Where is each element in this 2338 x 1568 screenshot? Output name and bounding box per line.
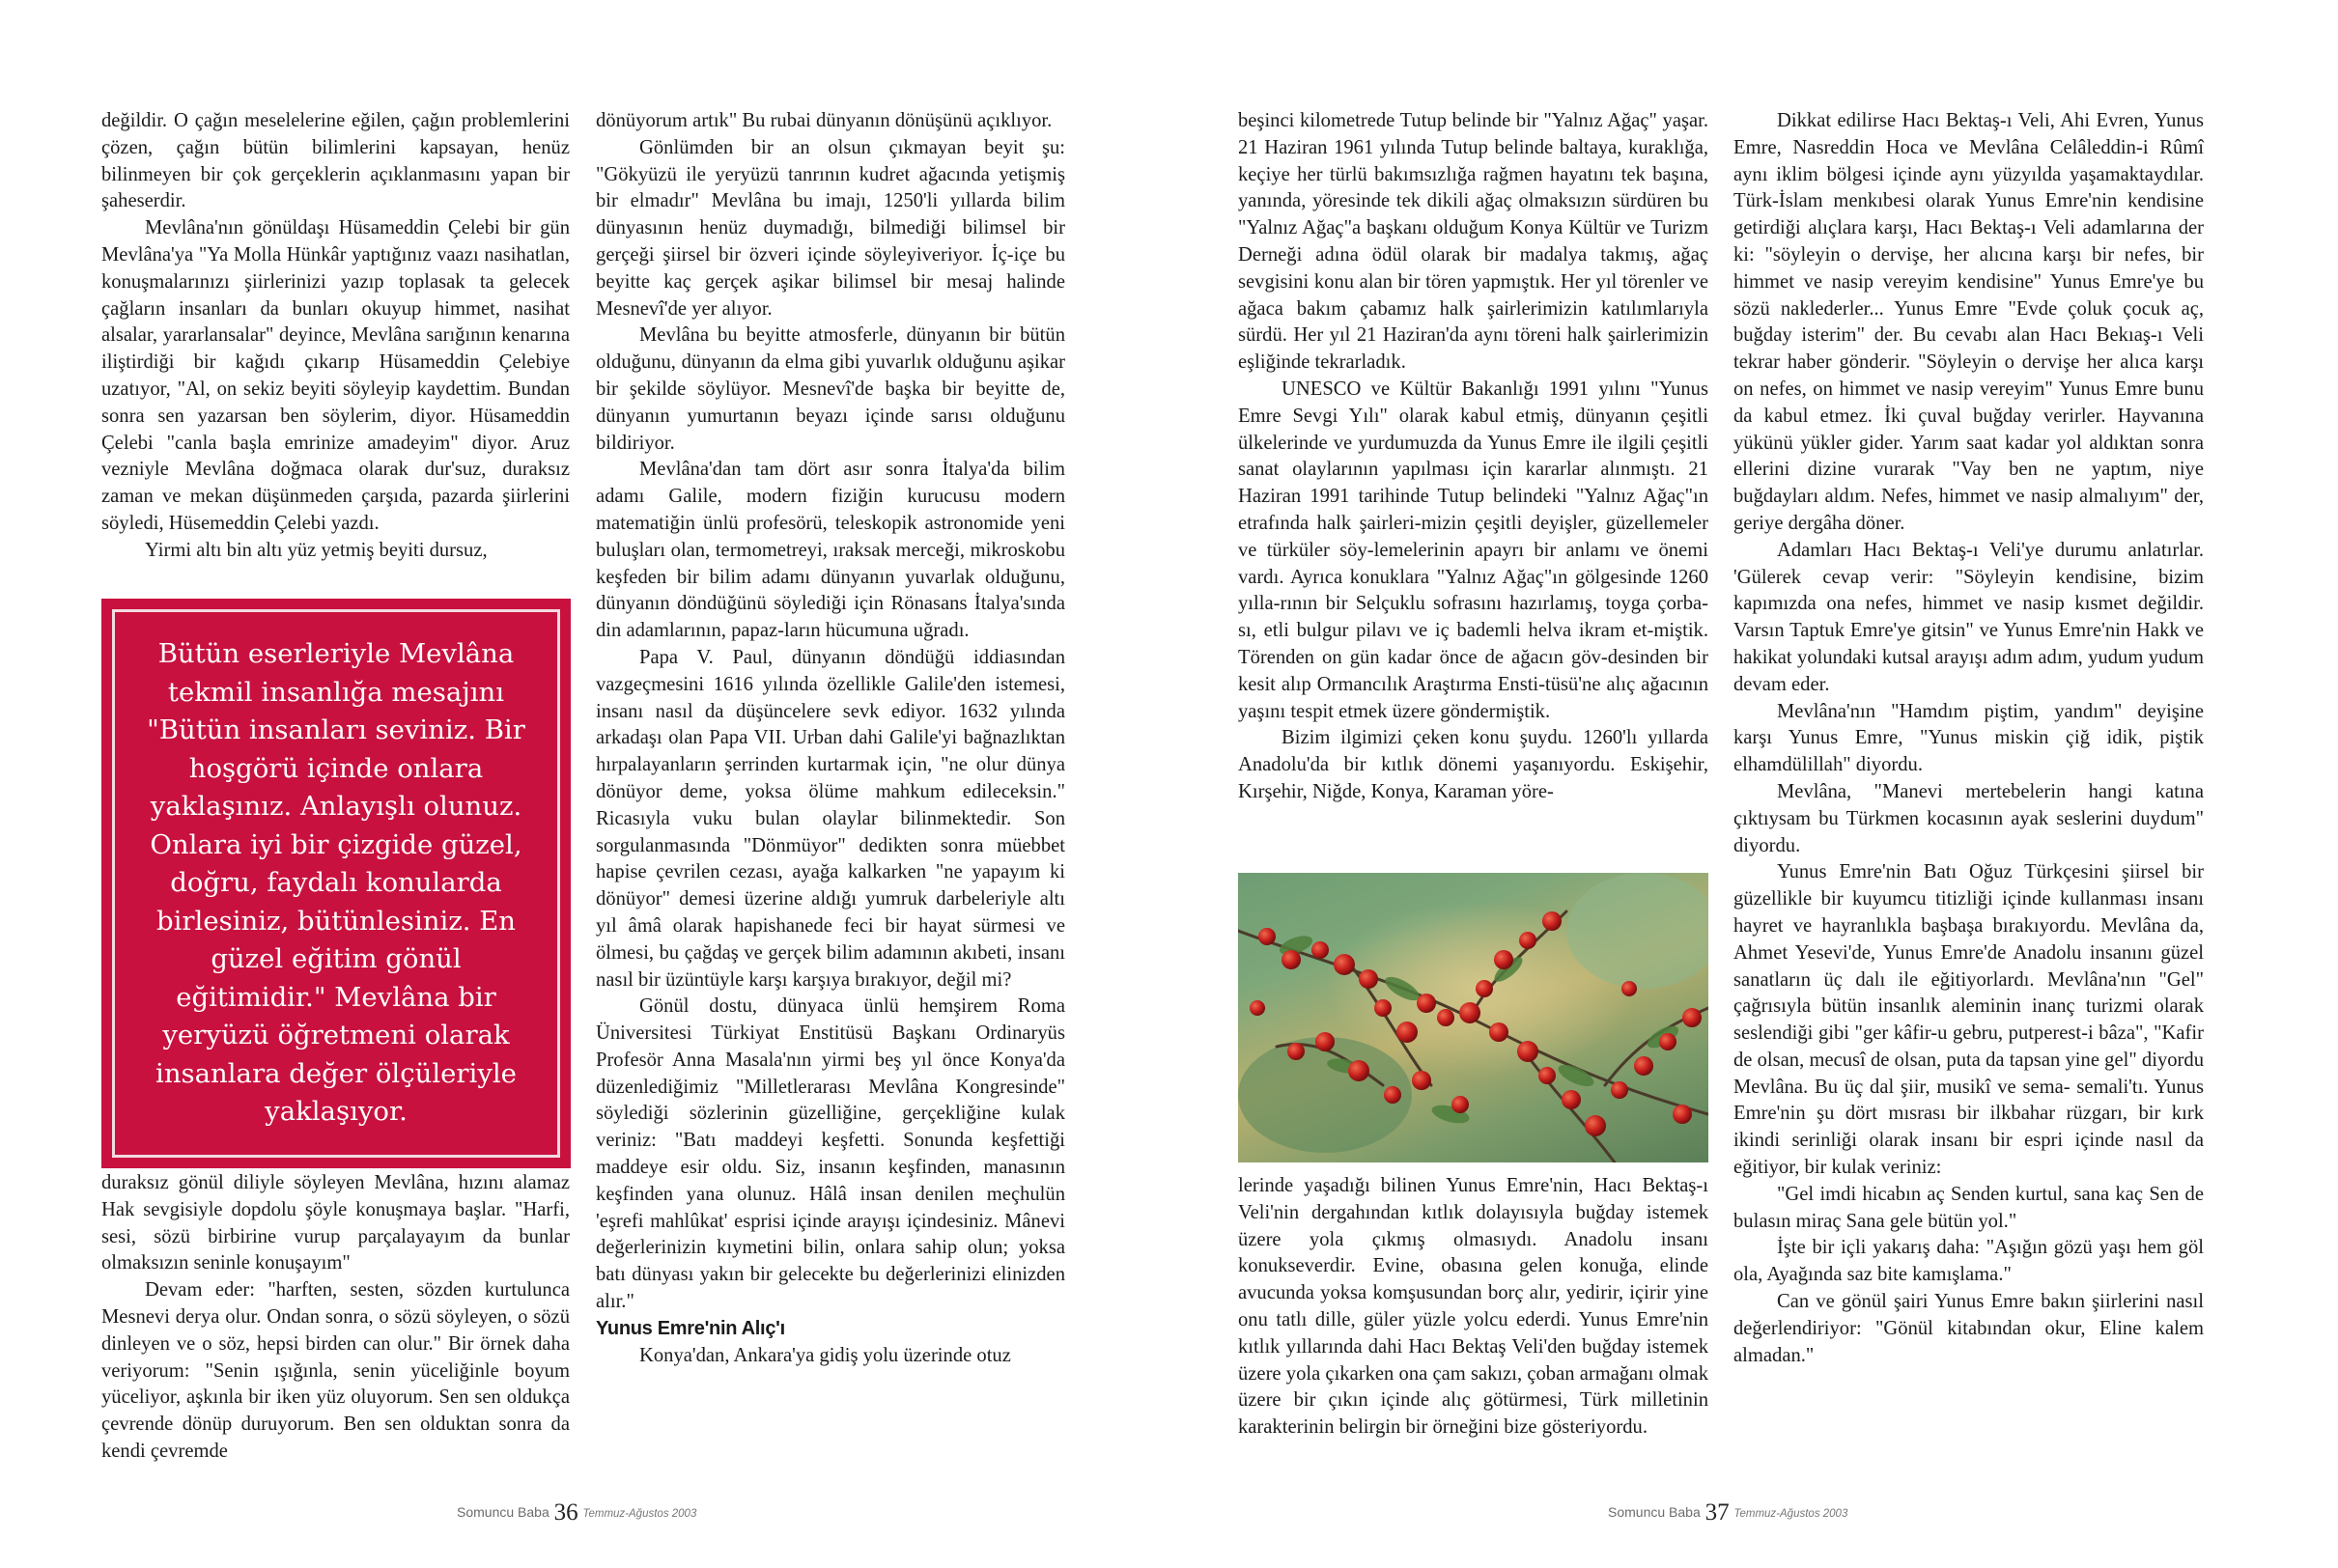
issue-date: Temmuz-Ağustos 2003	[1733, 1508, 1848, 1520]
article-column-3-continued	[1238, 1173, 1708, 1442]
issue-date: Temmuz-Ağustos 2003	[582, 1508, 697, 1520]
paragraph: Yunus Emre'nin Batı Oğuz Türkçesini şiirsel bir güzellikle bir kuyumcu titizliği içinde kullanması insanı hayret ve hayranlıkla başbaşa bırakıyordu. Mevlâna da, Ahmet Yesevi'de, Yunus Emre'de Anadolu insanını güzel sanatların üç dalı ile eğitiyorlardı. Mevlâna'nın "Gel" çağrısıyla bütün insanlık aleminin inanç turizmi olarak seslendiği gibi "ger kâfir-u gebru, putperest-i bâza", "Kafir de olsan, mecusî de olsan, puta da tapsan yine gel" diyordu Mevlâna. Bu üç dal şiir, musikî ve sema- semali'tı. Yunus Emre'nin şu dört mısrası bir ilkbahar rüzgarı, bir kırk ikindi serinliği olarak insanı bir espri içinde nasıl da eğitiyor, bir kulak veriniz:	[1733, 861, 2204, 1179]
paragraph: Mevlâna'nın "Hamdım piştim, yandım" deyişine karşı Yunus Emre, "Yunus miskin çiğ idik, piştik elhamdülillah" diyordu.	[1733, 700, 2204, 776]
paragraph: Mevlâna'nın gönüldaşı Hüsameddin Çelebi bir gün Mevlâna'ya "Ya Molla Hünkâr yaptığınız vaazı nasihatlan, konuşmalarınızı şiirlerinizi yazıp toplasak ta gelecek çağların insanları da bunları okuyup himmet, nasihat alsalar, yararlansalar" deyince, Mevlâna sarığının kenarına iliştirdiği bir kağıdı çıkarıp Hüsameddin Çelebiye uzatıyor, "Al, on sekiz beyiti söyleyip kaydettim. Bundan sonra sen yazarsan ben söylerim, diyor. Hüsameddin Çelebi "canla başla emrinize amadeyim" diyor. Aruz vezniyle Mevlâna doğmaca olarak dur'suz, duraksız zaman ve mekan düşünmeden çarşıda, pazarda şiirlerini söyledi, Hüsemeddin Çelebi yazdı.	[101, 217, 570, 534]
paragraph: Devam eder: "harften, sesten, sözden kurtulunca Mesnevi derya olur. Ondan sonra, o sözü söyleyen, o sözü dinleyen ve o söz, hepsi birden can olur." Bir örnek daha veriyorum: "Senin ışığınla, senin yüceliğinle boyum yüceliyor, aşkınla bir iken yüz oluyorum. Sen sen oldukça çevrende dönüp duruyorum. Ben sen olduktan sonra da kendi çevremde	[101, 1279, 570, 1462]
page-footer-left	[457, 1499, 696, 1526]
paragraph: değildir. O çağın meselelerine eğilen, çağın problemlerini çözen, çağın bütün bilimlerini kapsayan, henüz bilinmeyen bir çok gerçeklerin açıklanmasını yapan bir şaheserdir.	[101, 110, 570, 212]
paragraph: Adamları Hacı Bektaş-ı Veli'ye durumu anlatırlar. 'Gülerek cevap verir: "Söyleyin kendisine, bizim kapımızda ona nefes, himmet ve nasip kısmet değildir. Varsın Taptuk Emre'ye gitsin" ve Yunus Emre'nin Hakk ve hakikat yolundaki kutsal arayışı adım adım, yudum yudum devam eder.	[1733, 539, 2204, 695]
article-column-1-continued	[101, 1170, 570, 1466]
paragraph: duraksız gönül diliyle söyleyen Mevlâna, hızını alamaz Hak sevgisiyle dopdolu şöyle konuşmaya başlar. "Harfi, sesi, sözü birbirine vurup parçalayayım da bunlar olmaksızın seninle konuşayım"	[101, 1172, 570, 1274]
magazine-name: Somuncu Baba	[457, 1504, 549, 1520]
hawthorn-berries-photo	[1238, 873, 1708, 1162]
article-column-2	[596, 108, 1065, 1369]
pull-quote-box	[101, 599, 571, 1168]
paragraph: Dikkat edilirse Hacı Bektaş-ı Veli, Ahi Evren, Yunus Emre, Nasreddin Hoca ve Mevlâna Celâleddin-i Rûmî aynı iklim bölgesi içinde aynı yüzyılda yaşamaktaydılar. Türk-İslam menkıbesi olarak Yunus Emre'nin kendisine getirdiği alıçlara karşı, Hacı Bektaş-ı Veli adamlarına der ki: "söyleyin o dervişe, her alıcına karşı bir nefes, bir himmet ve nasip vereyim kendisine" Yunus Emre'ye bu sözü naklederler... Yunus Emre "Evde çoluk çocuk aç, buğday isterim" der. Bu cevabı alan Hacı Bekıaş-ı Veli tekrar haber gönderir. "Söyleyin o dervişe her alıca karşı on nefes, on himmet ve nasip vereyim" Yunus Emre bunu da kabul etmez. İki çuval buğday verirler. Hayvanına yükünü yükler gider. Yarım saat kadar yol aldıktan sonra ellerini dizine vurarak "Vay ben ne yaptım, niye buğdayları aldım. Nefes, himmet ve nasip almalıyım" der, geriye dergâha döner.	[1733, 110, 2204, 534]
paragraph: beşinci kilometrede Tutup belinde bir "Yalnız Ağaç" yaşar. 21 Haziran 1961 yılında Tutup belinde baltaya, kuraklığa, keçiye her türlü bakımsızlığa rağmen hayatını tek başına, yanında, yöresinde tek dikili ağaç olmaksızın sürdüren bu "Yalnız Ağaç"a başkanı olduğum Konya Kültür ve Turizm Derneği adına ödül olarak bir madalya takmış, ağaç sevgisini konu alan bir tören yapmıştık. Her yıl törenler ve ağaca bakım çabamız halk şairlerimizin katılımlarıyla sürdü. Her yıl 21 Haziran'da aynı töreni halk şairlerimizin eşliğinde tekrarladık.	[1238, 110, 1708, 374]
photo-illustration	[1238, 873, 1708, 1162]
paragraph: Mevlâna, "Manevi mertebelerin hangi katına çıktıysam bu Türkmen kocasının ayak seslerini duydum" diyordu.	[1733, 780, 2204, 856]
paragraph: Bizim ilgimizi çeken konu şuydu. 1260'lı yıllarda Anadolu'da bir kıtlık dönemi yaşanıyordu. Eskişehir, Kırşehir, Niğde, Konya, Karaman yöre-	[1238, 727, 1708, 802]
poem-quote: "Gel imdi hicabın aç Senden kurtul, sana kaç Sen de bulasın miraç Sana gele bütün yol."	[1733, 1183, 2204, 1232]
paragraph: Gönlümden bir an olsun çıkmayan beyit şu: "Gökyüzü ile yeryüzü tanrının kudret ağacında yetişmiş bir elmadır" Mevlâna bu imajı, 1250'li yıllarda bilim dünyasının henüz duymadığı, bilmediği bilimsel bir gerçeği şiirsel bir özveri içinde söyleyiveriyor. İç-içe bu beyitte kaç gerçek aşikar bilimsel bir mesaj halinde Mesnevî'de yer alıyor.	[596, 136, 1065, 320]
paragraph: Mevlâna'dan tam dört asır sonra İtalya'da bilim adamı Galile, modern fiziğin kurucusu modern matematiğin ünlü profesörü, teleskopik astronomide yeni buluşları olan, termometreyi, ıraksak merceği, mikroskobu keşfeden bir bilim adamı dünyanın yuvarlak olduğunu, dünyanın döndüğünü söylediği için Rönasans İtalya'sında din adamlarının, papaz-ların hücumuna uğradı.	[596, 459, 1065, 642]
paragraph: Can ve gönül şairi Yunus Emre bakın şiirlerini nasıl değerlendiriyor: "Gönül kitabından okur, Eline kalem almadan."	[1733, 1291, 2204, 1366]
paragraph: UNESCO ve Kültür Bakanlığı 1991 yılını "Yunus Emre Sevgi Yılı" olarak kabul etmiş, dünyanın çeşitli ülkelerinde ve yurdumuzda da Yunus Emre ile ilgili çeşitli sanat olaylarının yapılması için kararlar alınmıştı. 21 Haziran 1991 tarihinde Tutup belindeki "Yalnız Ağaç"ın etrafında halk şairleri-mizin çeşitli deyişler, güzellemeler ve türküler söy-lemelerinin apayrı bir anlamı ve önemi vardı. Ayrıca konuklara "Yalnız Ağaç"ın gölgesinde 1260 yılla-rının bir Selçuklu sofrasını hazırlamış, toyga çorba-sı, etli bulgur pilavı ve iç bademli helva ikram et-miştik. Törenden on gün kadar önce de ağacın göv-desinden bir kesit alıp Ormancılık Araştırma Ensti-tüsü'ne alıç ağacının yaşını tespit etmek üzere göndermiştik.	[1238, 378, 1708, 722]
page-footer-right	[1608, 1499, 1847, 1526]
pull-quote-frame	[112, 609, 560, 1158]
paragraph: lerinde yaşadığı bilinen Yunus Emre'nin, Hacı Bektaş-ı Veli'nin dergahından kıtlık dolayısıyla buğday istemek üzere yola çıkmış olmasıydı. Anadolu insanı konukseverdir. Evine, obasına gelen konuğa, elinde avucunda yoksa komşusundan borç alır, yedirir, içirir yine onu tatlı dille, güler yüzle yolcu ederdi. Yunus Emre'nin kıtlık yıllarında dahi Hacı Bektaş Veli'den buğday istemek üzere yola çıkarken ona çam sakızı, çoban armağanı olmak üzere bir çıkın içinde alıç götürmesi, Türk milletinin karakterinin belirgin bir örneğini bize gösteriyordu.	[1238, 1175, 1708, 1439]
paragraph: Yirmi altı bin altı yüz yetmiş beyiti dursuz,	[145, 539, 488, 561]
magazine-name: Somuncu Baba	[1608, 1504, 1701, 1520]
article-column-4	[1733, 108, 2204, 1369]
article-column-3	[1238, 108, 1708, 806]
paragraph: dönüyorum artık" Bu rubai dünyanın dönüşünü açıklıyor.	[596, 110, 1053, 131]
pull-quote-text: Bütün eserleriyle Mevlâna tekmil insanlığa mesajını "Bütün insanları seviniz. Bir hoşgörü içinde onlara yaklaşınız. Anlayışlı olunuz. Onlara iyi bir çizgide güzel, doğru, faydalı konularda birlesiniz, bütünlesiniz. En güzel eğitim gönül eğitimidir." Mevlâna bir yeryüzü öğretmeni olarak insanlara değer ölçüleriyle yaklaşıyor.	[147, 638, 525, 1128]
paragraph: Mevlâna bu beyitte atmosferle, dünyanın bir bütün olduğunu, dünyanın da elma gibi yuvarlık olduğunu aşikar bir şekilde söylüyor. Mesnevî'de başka bir beyitte de, dünyanın yumurtanın beyazı içinde sarısı olduğunu bildiriyor.	[596, 324, 1065, 454]
section-subheading: Yunus Emre'nin Alıç'ı	[596, 1317, 785, 1339]
paragraph: İşte bir içli yakarış daha: "Aşığın gözü yaşı hem göl ola, Ayağında saz bite kamışlama."	[1733, 1237, 2204, 1286]
page-number: 37	[1704, 1499, 1730, 1526]
paragraph: Gönül dostu, dünyaca ünlü hemşirem Roma Üniversitesi Türkiyat Enstitüsü Başkanı Ordinaryüs Profesör Anna Masala'nın yirmi beş yıl önce Konya'da düzenlediğimiz "Milletlerarası Mevlâna Kongresinde" söylediği sözlerinin güzelliğine, gerçekliğine kulak veriniz: "Batı maddeyi keşfetti. Sonunda keşfettiği maddeye esir oldu. Siz, insanın keşfinden, manasının keşfinden yana olunuz. Hâlâ insan denilen meçhulün 'eşrefi mahlûkat' esprisi içinde arayışı içindesiniz. Mânevi değerlerinizin kıymetini bilin, onlara sahip olun; yoksa batı dünyası yakın bir gelecekte bu değerlerinizi elinizden alır."	[596, 995, 1065, 1313]
page-number: 36	[553, 1499, 578, 1526]
paragraph: Konya'dan, Ankara'ya gidiş yolu üzerinde otuz	[639, 1344, 1011, 1366]
article-column-1	[101, 108, 570, 565]
paragraph: Papa V. Paul, dünyanın döndüğü iddiasından vazgeçmesini 1616 yılında özellikle Galile'den istemesi, insanı nasıl da düşüncelere sevk ediyor. 1632 yılında arkadaşı olan Papa VII. Urban dahi Galile'yi bağnazlıktan hırpalayanların şerrinden kurtarmak için, "ne olur dünya dönüyor deme, yoksa ölüme mahkum edileceksin." Ricasıyla vuku bulan olaylar bilinmektedir. Son sorgulanmasında "Dönmüyor" dedikten sonra müebbet hapise çevrilen cezası, ayağa kalkarken "ne yapayım ki dönüyor" demesi üzerine aldığı yumruk darbeleriyle altı yıl âmâ olarak hapishanede feci bir hayat sürmesi ve ölmesi, bu çağdaş ve gerçek bilim adamının akıbeti, insanı nasıl bir üzüntüyle karşı karşıya bırakıyor, değil mi?	[596, 646, 1065, 991]
